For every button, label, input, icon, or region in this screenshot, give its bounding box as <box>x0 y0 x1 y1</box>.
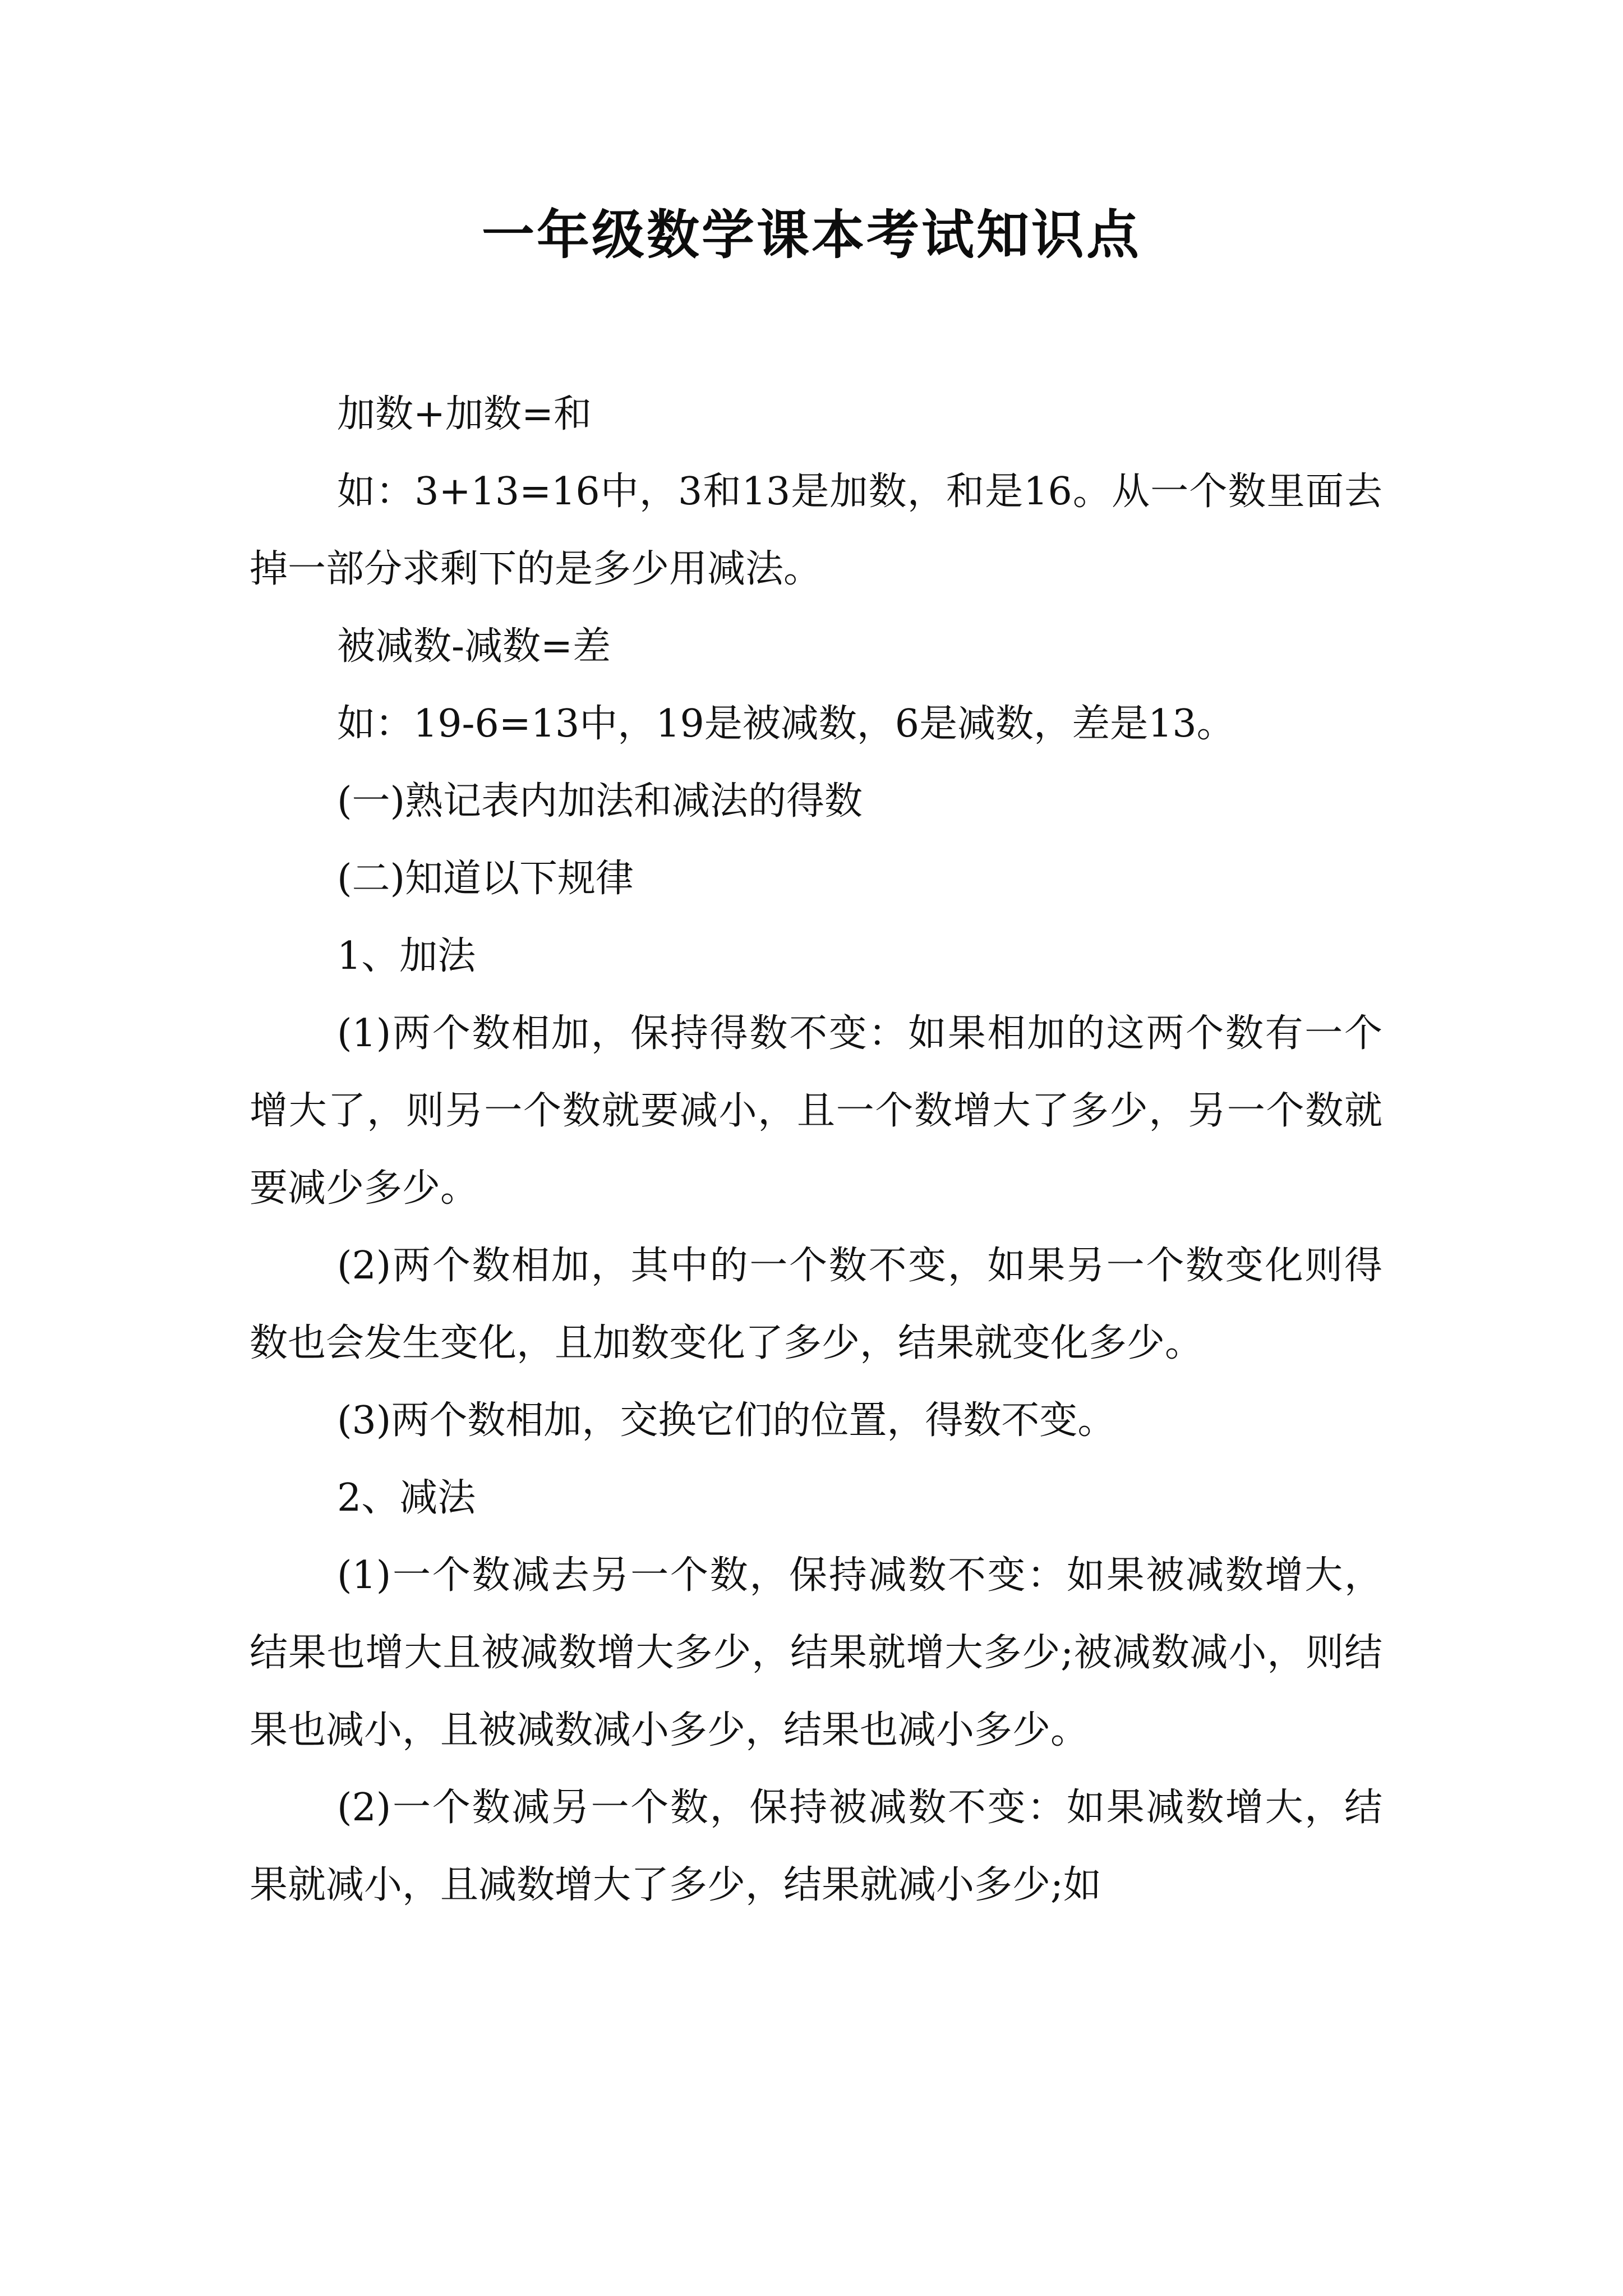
paragraph-addition-formula: 加数+加数=和 <box>337 392 592 436</box>
paragraph-addition-rule-1: (1)两个数相加，保持得数不变：如果相加的这两个数有一个增大了，则另一个数就要减小，且一个数增大了多少，另一个数就要减少多少。 <box>250 1011 1382 1211</box>
paragraph-subtraction-example: 如：19-6=13中，19是被减数，6是减数，差是13。 <box>337 702 1235 746</box>
paragraph-addition-rule-2: (2)两个数相加，其中的一个数不变，如果另一个数变化则得数也会发生变化，且加数变化了多少，结果就变化多少。 <box>250 1244 1382 1365</box>
paragraph-subtraction-formula: 被减数-减数=差 <box>337 624 611 669</box>
document-body <box>250 376 1382 1924</box>
paragraph-addition-rule-3: (3)两个数相加，交换它们的位置，得数不变。 <box>337 1398 1116 1443</box>
paragraph-heading-addition: 1、加法 <box>337 934 476 978</box>
paragraph-subtraction-rule-2: (2)一个数减另一个数，保持被减数不变：如果减数增大，结果就减小，且减数增大了多少，结果就减小多少;如 <box>250 1786 1382 1907</box>
paragraph-addition-example: 如：3+13=16中，3和13是加数，和是16。从一个数里面去掉一部分求剩下的是多少用减法。 <box>250 470 1382 591</box>
paragraph-heading-subtraction: 2、减法 <box>337 1476 476 1520</box>
document-title: 一年级数学课本考试知识点 <box>481 205 1141 266</box>
paragraph-subtraction-rule-1: (1)一个数减去另一个数，保持减数不变：如果被减数增大，结果也增大且被减数增大多少，结果就增大多少;被减数减小，则结果也减小，且被减数减小多少，结果也减小多少。 <box>250 1553 1382 1752</box>
paragraph-section-one: (一)熟记表内加法和减法的得数 <box>337 779 863 823</box>
paragraph-section-two: (二)知道以下规律 <box>337 857 634 901</box>
